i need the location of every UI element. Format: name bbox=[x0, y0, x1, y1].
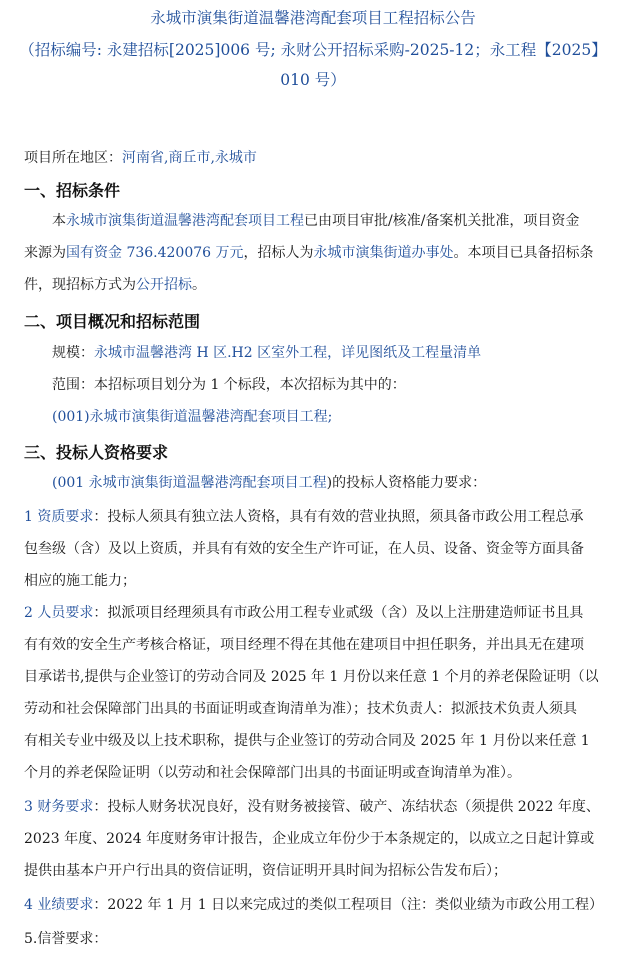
qualification-intro bbox=[52, 472, 626, 492]
req-5-line-1: 5.信誉要求： bbox=[24, 931, 108, 947]
fund-source: 国有资金 736.420076 万元 bbox=[66, 245, 244, 261]
req-1-line-3: 相应的施工能力； bbox=[24, 573, 136, 589]
req-4-line-1 bbox=[24, 894, 626, 914]
req-1-line-1 bbox=[24, 506, 626, 526]
req-2-line-3: 目承诺书,提供与企业签订的劳动合同及 2025 年 1 月份以来任意 1 个月的养老保险证明（以 bbox=[24, 669, 599, 685]
section-1-heading: 一、招标条件 bbox=[24, 181, 121, 200]
req-1-label: 1 资质要求 bbox=[24, 509, 94, 525]
section-2-heading: 二、项目概况和招标范围 bbox=[24, 312, 201, 331]
text: ：投标人财务状况良好，没有财务被接管、破产、冻结状态（须提供 2022 年度、 bbox=[93, 799, 600, 815]
req-2-line-4: 劳动和社会保障部门出具的书面证明或查询清单为准）；技术负责人：拟派技术负责人须具 bbox=[24, 701, 577, 717]
text: ：2022 年 1 月 1 日以来完成过的类似工程项目（注：类似业绩为市政公用工程） bbox=[93, 897, 604, 913]
req-2-line-2: 有有效的安全生产考核合格证，项目经理不得在其他在建项目中担任职务，并出具无在建项 bbox=[24, 637, 584, 653]
req-2-line-6: 个月的养老保险证明（以劳动和社会保障部门出具的书面证明或查询清单为准）。 bbox=[24, 765, 521, 781]
text: 已由项目审批/核准/备案机关批准，项目资金 bbox=[304, 213, 580, 229]
text: 本 bbox=[52, 213, 66, 229]
location-value: 河南省,商丘市,永城市 bbox=[122, 150, 257, 166]
location-label: 项目所在地区： bbox=[24, 150, 122, 166]
tenderer-name: 永城市演集街道办事处 bbox=[313, 245, 454, 261]
req-3-line-2: 2023 年度、2024 年度财务审计报告，企业成立年份少于本条规定的，以成立之日起计算或 bbox=[24, 831, 595, 847]
lot-line: (001)永城市演集街道温馨港湾配套项目工程; bbox=[52, 409, 333, 425]
scale-line bbox=[52, 342, 626, 362]
req-2-line-5: 有相关专业中级及以上技术职称，提供与企业签订的劳动合同及 2025 年 1 月份以来任意 1 bbox=[24, 733, 590, 749]
req-2-line-1 bbox=[24, 602, 626, 622]
scale-label: 规模： bbox=[52, 345, 94, 361]
text: 。 bbox=[192, 277, 206, 293]
lot-name: (001 永城市演集街道温馨港湾配套项目工程 bbox=[52, 475, 327, 491]
req-3-label: 3 财务要求 bbox=[24, 799, 94, 815]
req-2-label: 2 人员要求 bbox=[24, 605, 94, 621]
range-line: 范围：本招标项目划分为 1 个标段，本次招标为其中的： bbox=[52, 377, 406, 393]
section-3-heading: 三、投标人资格要求 bbox=[24, 443, 169, 462]
project-name-link: 永城市演集街道温馨港湾配套项目工程 bbox=[66, 213, 304, 229]
project-location bbox=[24, 147, 626, 167]
text: ：投标人须具有独立法人资格，具有有效的营业执照，须具备市政公用工程总承 bbox=[93, 509, 584, 525]
req-3-line-1 bbox=[24, 796, 626, 816]
tender-number-cont: 010 号） bbox=[280, 71, 346, 89]
text: 来源为 bbox=[24, 245, 66, 261]
req-3-line-3: 提供由基本户开户行出具的资信证明，资信证明开具时间为招标公告发布后）； bbox=[24, 863, 507, 879]
sec1-line-1 bbox=[52, 210, 626, 230]
req-4-label: 4 业绩要求 bbox=[24, 897, 94, 913]
text: ，招标人为 bbox=[243, 245, 314, 261]
sec1-line-3 bbox=[24, 274, 626, 294]
text: 。本项目已具备招标条 bbox=[453, 245, 594, 261]
tender-number: （招标编号: 永建招标[2025]006 号; 永财公开招标采购-2025-12；永工程【2025】 bbox=[19, 41, 607, 59]
text: )的投标人资格能力要求： bbox=[326, 475, 487, 491]
tender-method: 公开招标 bbox=[136, 277, 192, 293]
sec1-line-2 bbox=[24, 242, 626, 262]
notice-title: 永城市演集街道温馨港湾配套项目工程招标公告 bbox=[150, 9, 476, 27]
req-1-line-2: 包叁级（含）及以上资质，并具有有效的安全生产许可证，在人员、设备、资金等方面具备 bbox=[24, 541, 584, 557]
text: 件，现招标方式为 bbox=[24, 277, 136, 293]
scale-value: 永城市温馨港湾 H 区.H2 区室外工程，详见图纸及工程量清单 bbox=[94, 345, 482, 361]
text: ：拟派项目经理须具有市政公用工程专业贰级（含）及以上注册建造师证书且具 bbox=[93, 605, 584, 621]
